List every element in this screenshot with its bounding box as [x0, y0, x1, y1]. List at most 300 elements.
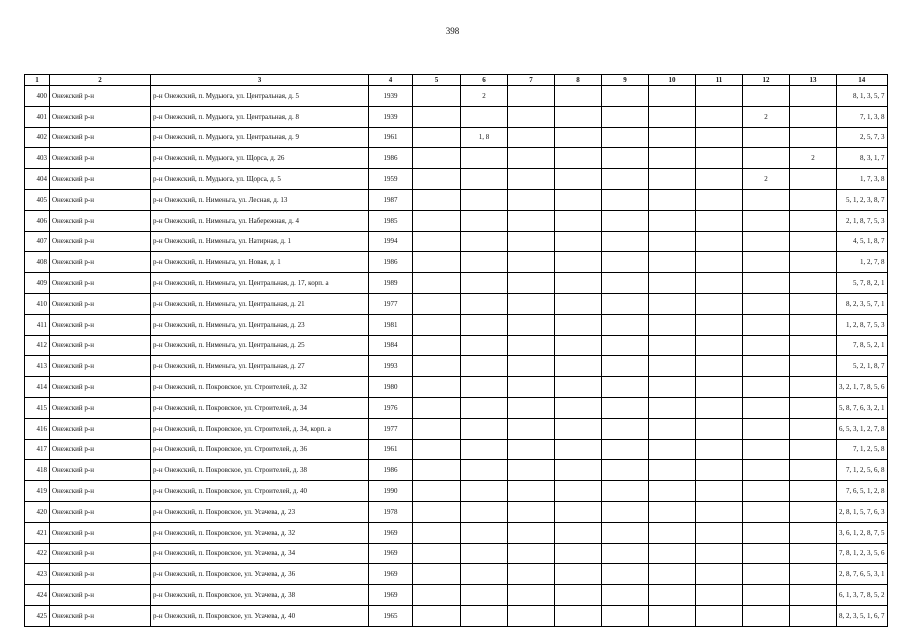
district-cell: Онежский р-н [50, 314, 151, 335]
col12-cell [743, 86, 790, 107]
col6-cell [461, 522, 508, 543]
address-cell: р-н Онежский, п. Покровское, ул. Строителей, д. 38 [151, 460, 369, 481]
col13-cell [790, 522, 837, 543]
col13-cell [790, 189, 837, 210]
table-row [25, 481, 888, 502]
table-row [25, 210, 888, 231]
col9-cell [602, 148, 649, 169]
col6-cell [461, 397, 508, 418]
col14-cell: 5, 2, 1, 8, 7 [837, 356, 888, 377]
district-cell: Онежский р-н [50, 106, 151, 127]
col5-cell [413, 460, 461, 481]
col7-cell [508, 605, 555, 626]
year-cell: 1990 [369, 481, 413, 502]
table-row [25, 314, 888, 335]
district-cell: Онежский р-н [50, 418, 151, 439]
col6-cell [461, 335, 508, 356]
district-cell: Онежский р-н [50, 335, 151, 356]
col14-cell: 1, 7, 3, 8 [837, 169, 888, 190]
table-row [25, 231, 888, 252]
col12-cell [743, 605, 790, 626]
col13-cell [790, 335, 837, 356]
column-header: 11 [696, 75, 743, 86]
col7-cell [508, 356, 555, 377]
col13-cell [790, 501, 837, 522]
col8-cell [555, 252, 602, 273]
year-cell: 1969 [369, 564, 413, 585]
col5-cell [413, 501, 461, 522]
col9-cell [602, 543, 649, 564]
row-number: 421 [25, 522, 50, 543]
col13-cell [790, 377, 837, 398]
col11-cell [696, 169, 743, 190]
table-row [25, 501, 888, 522]
col7-cell [508, 189, 555, 210]
col8-cell [555, 397, 602, 418]
district-cell: Онежский р-н [50, 273, 151, 294]
column-header: 4 [369, 75, 413, 86]
col5-cell [413, 86, 461, 107]
col11-cell [696, 439, 743, 460]
col10-cell [649, 356, 696, 377]
row-number: 417 [25, 439, 50, 460]
col7-cell [508, 439, 555, 460]
column-header: 9 [602, 75, 649, 86]
year-cell: 1969 [369, 543, 413, 564]
row-number: 405 [25, 189, 50, 210]
col9-cell [602, 189, 649, 210]
col14-cell: 5, 1, 2, 3, 8, 7 [837, 189, 888, 210]
col13-cell [790, 293, 837, 314]
col11-cell [696, 605, 743, 626]
col12-cell [743, 481, 790, 502]
column-header: 8 [555, 75, 602, 86]
col11-cell [696, 418, 743, 439]
col9-cell [602, 252, 649, 273]
col8-cell [555, 522, 602, 543]
col7-cell [508, 460, 555, 481]
district-cell: Онежский р-н [50, 585, 151, 606]
district-cell: Онежский р-н [50, 293, 151, 314]
col10-cell [649, 127, 696, 148]
table-row [25, 293, 888, 314]
row-number: 404 [25, 169, 50, 190]
col7-cell [508, 252, 555, 273]
year-cell: 1961 [369, 127, 413, 148]
col10-cell [649, 377, 696, 398]
col7-cell [508, 231, 555, 252]
col12-cell [743, 314, 790, 335]
col11-cell [696, 148, 743, 169]
col10-cell [649, 314, 696, 335]
year-cell: 1977 [369, 293, 413, 314]
col7-cell [508, 397, 555, 418]
col12-cell [743, 148, 790, 169]
row-number: 410 [25, 293, 50, 314]
col6-cell [461, 460, 508, 481]
col14-cell: 7, 8, 1, 2, 3, 5, 6 [837, 543, 888, 564]
column-header: 6 [461, 75, 508, 86]
district-cell: Онежский р-н [50, 460, 151, 481]
col12-cell [743, 335, 790, 356]
col12-cell [743, 231, 790, 252]
col8-cell [555, 564, 602, 585]
table-row [25, 252, 888, 273]
col9-cell [602, 522, 649, 543]
col9-cell [602, 169, 649, 190]
col14-cell: 7, 6, 5, 1, 2, 8 [837, 481, 888, 502]
row-number: 424 [25, 585, 50, 606]
year-cell: 1961 [369, 439, 413, 460]
district-cell: Онежский р-н [50, 231, 151, 252]
col8-cell [555, 293, 602, 314]
col7-cell [508, 522, 555, 543]
year-cell: 1987 [369, 189, 413, 210]
district-cell: Онежский р-н [50, 189, 151, 210]
address-cell: р-н Онежский, п. Покровское, ул. Усачева, д. 32 [151, 522, 369, 543]
address-cell: р-н Онежский, п. Нименьга, ул. Лесная, д. 13 [151, 189, 369, 210]
col13-cell [790, 481, 837, 502]
district-cell: Онежский р-н [50, 86, 151, 107]
col6-cell [461, 210, 508, 231]
column-header: 12 [743, 75, 790, 86]
col8-cell [555, 335, 602, 356]
col5-cell [413, 439, 461, 460]
row-number: 401 [25, 106, 50, 127]
column-header: 1 [25, 75, 50, 86]
district-cell: Онежский р-н [50, 605, 151, 626]
col5-cell [413, 252, 461, 273]
col9-cell [602, 356, 649, 377]
col14-cell: 7, 1, 2, 5, 8 [837, 439, 888, 460]
year-cell: 1980 [369, 377, 413, 398]
col11-cell [696, 314, 743, 335]
table-row [25, 86, 888, 107]
col6-cell [461, 169, 508, 190]
col9-cell [602, 585, 649, 606]
year-cell: 1976 [369, 397, 413, 418]
col11-cell [696, 522, 743, 543]
col12-cell [743, 356, 790, 377]
address-cell: р-н Онежский, п. Нименьга, ул. Натирная, д. 1 [151, 231, 369, 252]
address-cell: р-н Онежский, п. Мудьюга, ул. Центральная, д. 5 [151, 86, 369, 107]
address-cell: р-н Онежский, п. Нименьга, ул. Центральная, д. 23 [151, 314, 369, 335]
col10-cell [649, 460, 696, 481]
address-cell: р-н Онежский, п. Нименьга, ул. Центральная, д. 27 [151, 356, 369, 377]
col11-cell [696, 585, 743, 606]
col14-cell: 2, 5, 7, 3 [837, 127, 888, 148]
col8-cell [555, 377, 602, 398]
col9-cell [602, 397, 649, 418]
address-cell: р-н Онежский, п. Покровское, ул. Строителей, д. 32 [151, 377, 369, 398]
col5-cell [413, 169, 461, 190]
col14-cell: 8, 2, 3, 5, 7, 1 [837, 293, 888, 314]
col5-cell [413, 605, 461, 626]
col14-cell: 7, 8, 5, 2, 1 [837, 335, 888, 356]
table-row [25, 522, 888, 543]
col10-cell [649, 106, 696, 127]
address-cell: р-н Онежский, п. Покровское, ул. Строителей, д. 40 [151, 481, 369, 502]
district-cell: Онежский р-н [50, 356, 151, 377]
row-number: 413 [25, 356, 50, 377]
col6-cell [461, 605, 508, 626]
col13-cell [790, 605, 837, 626]
address-cell: р-н Онежский, п. Покровское, ул. Усачева, д. 23 [151, 501, 369, 522]
col13-cell [790, 439, 837, 460]
col5-cell [413, 377, 461, 398]
col9-cell [602, 377, 649, 398]
address-cell: р-н Онежский, п. Покровское, ул. Усачева, д. 40 [151, 605, 369, 626]
col14-cell: 5, 7, 8, 2, 1 [837, 273, 888, 294]
col7-cell [508, 335, 555, 356]
col9-cell [602, 210, 649, 231]
col14-cell: 2, 8, 7, 6, 5, 3, 1 [837, 564, 888, 585]
col14-cell: 4, 5, 1, 8, 7 [837, 231, 888, 252]
col8-cell [555, 148, 602, 169]
col7-cell [508, 169, 555, 190]
table-row [25, 273, 888, 294]
col5-cell [413, 418, 461, 439]
col8-cell [555, 314, 602, 335]
col8-cell [555, 543, 602, 564]
year-cell: 1985 [369, 210, 413, 231]
row-number: 419 [25, 481, 50, 502]
column-header: 5 [413, 75, 461, 86]
col9-cell [602, 314, 649, 335]
col6-cell [461, 585, 508, 606]
district-cell: Онежский р-н [50, 522, 151, 543]
col13-cell: 2 [790, 148, 837, 169]
col5-cell [413, 481, 461, 502]
table-row [25, 397, 888, 418]
table-row [25, 148, 888, 169]
row-number: 416 [25, 418, 50, 439]
col6-cell [461, 543, 508, 564]
address-cell: р-н Онежский, п. Покровское, ул. Строителей, д. 34 [151, 397, 369, 418]
row-number: 418 [25, 460, 50, 481]
col13-cell [790, 210, 837, 231]
col11-cell [696, 106, 743, 127]
year-cell: 1959 [369, 169, 413, 190]
col9-cell [602, 564, 649, 585]
col10-cell [649, 252, 696, 273]
col13-cell [790, 418, 837, 439]
district-cell: Онежский р-н [50, 397, 151, 418]
row-number: 402 [25, 127, 50, 148]
column-header: 2 [50, 75, 151, 86]
col11-cell [696, 460, 743, 481]
district-cell: Онежский р-н [50, 564, 151, 585]
row-number: 415 [25, 397, 50, 418]
col12-cell [743, 189, 790, 210]
col8-cell [555, 356, 602, 377]
year-cell: 1989 [369, 273, 413, 294]
district-cell: Онежский р-н [50, 210, 151, 231]
col11-cell [696, 335, 743, 356]
table-body [25, 86, 888, 627]
address-cell: р-н Онежский, п. Мудьюга, ул. Центральная, д. 9 [151, 127, 369, 148]
col9-cell [602, 481, 649, 502]
col14-cell: 8, 1, 3, 5, 7 [837, 86, 888, 107]
table-row [25, 418, 888, 439]
col10-cell [649, 189, 696, 210]
year-cell: 1969 [369, 522, 413, 543]
col12-cell [743, 252, 790, 273]
table-row [25, 189, 888, 210]
col10-cell [649, 543, 696, 564]
row-number: 407 [25, 231, 50, 252]
table-row [25, 335, 888, 356]
year-cell: 1993 [369, 356, 413, 377]
year-cell: 1981 [369, 314, 413, 335]
col8-cell [555, 273, 602, 294]
col11-cell [696, 481, 743, 502]
address-cell: р-н Онежский, п. Нименьга, ул. Новая, д. 1 [151, 252, 369, 273]
col10-cell [649, 231, 696, 252]
col9-cell [602, 439, 649, 460]
col8-cell [555, 481, 602, 502]
col14-cell: 6, 1, 3, 7, 8, 5, 2 [837, 585, 888, 606]
col8-cell [555, 86, 602, 107]
table-row [25, 127, 888, 148]
address-cell: р-н Онежский, п. Мудьюга, ул. Щорса, д. 26 [151, 148, 369, 169]
address-cell: р-н Онежский, п. Нименьга, ул. Центральная, д. 21 [151, 293, 369, 314]
col6-cell: 2 [461, 86, 508, 107]
col10-cell [649, 335, 696, 356]
col13-cell [790, 585, 837, 606]
col6-cell: 1, 8 [461, 127, 508, 148]
col8-cell [555, 585, 602, 606]
col12-cell [743, 501, 790, 522]
col12-cell [743, 273, 790, 294]
row-number: 411 [25, 314, 50, 335]
col9-cell [602, 605, 649, 626]
col9-cell [602, 86, 649, 107]
col11-cell [696, 189, 743, 210]
address-cell: р-н Онежский, п. Покровское, ул. Усачева, д. 38 [151, 585, 369, 606]
col12-cell [743, 293, 790, 314]
col13-cell [790, 106, 837, 127]
col10-cell [649, 86, 696, 107]
col7-cell [508, 148, 555, 169]
row-number: 414 [25, 377, 50, 398]
col5-cell [413, 564, 461, 585]
col14-cell: 6, 5, 3, 1, 2, 7, 8 [837, 418, 888, 439]
col10-cell [649, 293, 696, 314]
year-cell: 1984 [369, 335, 413, 356]
table-row [25, 106, 888, 127]
col12-cell [743, 460, 790, 481]
row-number: 409 [25, 273, 50, 294]
year-cell: 1969 [369, 585, 413, 606]
column-header: 14 [837, 75, 888, 86]
col10-cell [649, 418, 696, 439]
col11-cell [696, 273, 743, 294]
col13-cell [790, 252, 837, 273]
col10-cell [649, 169, 696, 190]
col12-cell [743, 522, 790, 543]
col5-cell [413, 293, 461, 314]
col5-cell [413, 231, 461, 252]
col10-cell [649, 522, 696, 543]
col9-cell [602, 460, 649, 481]
col6-cell [461, 481, 508, 502]
address-cell: р-н Онежский, п. Нименьга, ул. Набережная, д. 4 [151, 210, 369, 231]
district-cell: Онежский р-н [50, 252, 151, 273]
col12-cell [743, 418, 790, 439]
year-cell: 1986 [369, 460, 413, 481]
col9-cell [602, 501, 649, 522]
year-cell: 1986 [369, 148, 413, 169]
col6-cell [461, 377, 508, 398]
col13-cell [790, 543, 837, 564]
col5-cell [413, 314, 461, 335]
col7-cell [508, 86, 555, 107]
table-row [25, 356, 888, 377]
col7-cell [508, 273, 555, 294]
col11-cell [696, 501, 743, 522]
row-number: 420 [25, 501, 50, 522]
col8-cell [555, 231, 602, 252]
column-header: 13 [790, 75, 837, 86]
col14-cell: 8, 2, 3, 5, 1, 6, 7 [837, 605, 888, 626]
table-row [25, 460, 888, 481]
district-cell: Онежский р-н [50, 439, 151, 460]
table-row [25, 564, 888, 585]
col9-cell [602, 106, 649, 127]
year-cell: 1978 [369, 501, 413, 522]
col9-cell [602, 127, 649, 148]
col9-cell [602, 231, 649, 252]
col8-cell [555, 439, 602, 460]
col7-cell [508, 377, 555, 398]
col14-cell: 8, 3, 1, 7 [837, 148, 888, 169]
col7-cell [508, 564, 555, 585]
col13-cell [790, 356, 837, 377]
col13-cell [790, 564, 837, 585]
col11-cell [696, 293, 743, 314]
col6-cell [461, 314, 508, 335]
col11-cell [696, 210, 743, 231]
col11-cell [696, 252, 743, 273]
col11-cell [696, 86, 743, 107]
col7-cell [508, 585, 555, 606]
page-number: 398 [445, 26, 460, 36]
col7-cell [508, 293, 555, 314]
address-cell: р-н Онежский, п. Мудьюга, ул. Щорса, д. 5 [151, 169, 369, 190]
col11-cell [696, 231, 743, 252]
col6-cell [461, 189, 508, 210]
col12-cell [743, 377, 790, 398]
col8-cell [555, 418, 602, 439]
col13-cell [790, 273, 837, 294]
col10-cell [649, 397, 696, 418]
district-cell: Онежский р-н [50, 377, 151, 398]
col14-cell: 3, 6, 1, 2, 8, 7, 5 [837, 522, 888, 543]
col13-cell [790, 314, 837, 335]
col7-cell [508, 481, 555, 502]
col5-cell [413, 106, 461, 127]
row-number: 423 [25, 564, 50, 585]
col5-cell [413, 127, 461, 148]
district-cell: Онежский р-н [50, 127, 151, 148]
district-cell: Онежский р-н [50, 501, 151, 522]
col10-cell [649, 585, 696, 606]
col11-cell [696, 377, 743, 398]
col14-cell: 5, 8, 7, 6, 3, 2, 1 [837, 397, 888, 418]
col13-cell [790, 231, 837, 252]
col10-cell [649, 605, 696, 626]
